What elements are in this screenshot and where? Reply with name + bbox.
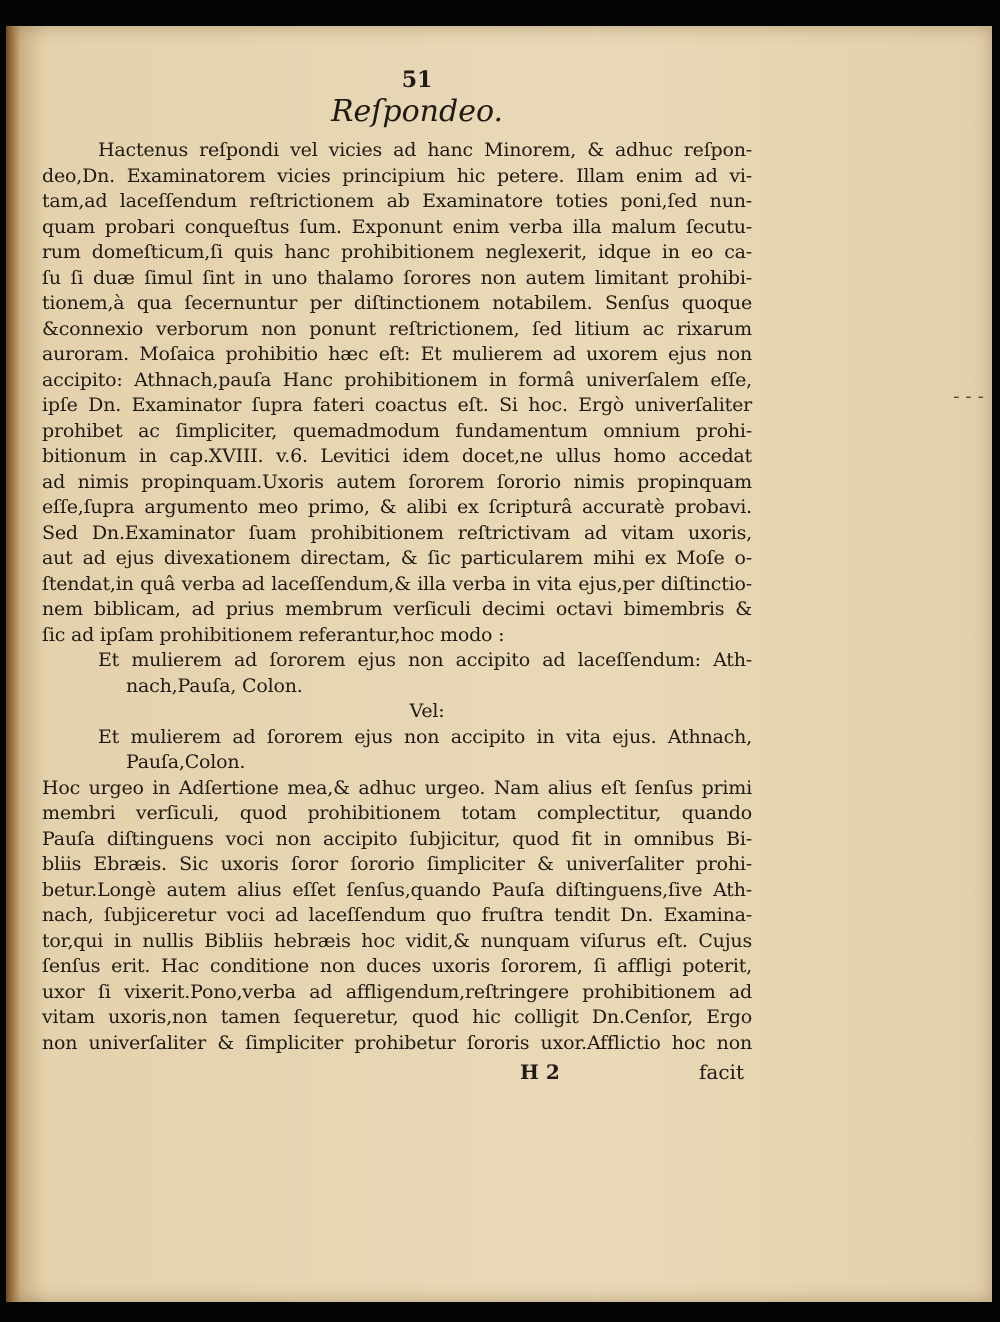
text-line: ſtendat,in quâ verba ad laceſſendum,& illa verba in vita ejus,per diſtinctio- (42, 572, 752, 595)
text-line: accipito: Athnach,pauſa Hanc prohibitionem in formâ univerſalem eſſe, (42, 368, 752, 391)
text-line: prohibet ac ſimpliciter, quemadmodum fundamentum omnium prohi- (42, 419, 752, 442)
text-line: Hoc urgeo in Adſertione mea,& adhuc urgeo. Nam alius eſt ſenſus primi (42, 776, 752, 799)
text-line: Pauſa diſtinguens voci non accipito ſubjicitur, quod fit in omnibus Bi- (42, 827, 752, 850)
text-line: Sed Dn.Examinator ſuam prohibitionem reſtrictivam ad vitam uxoris, (42, 521, 752, 544)
text-line: tionem,à qua ſecernuntur per diſtinctionem notabilem. Senſus quoque (42, 292, 752, 314)
text-line: ſic ad ipſam prohibitionem referantur,hoc modo : (42, 623, 505, 646)
text-line: tor,qui in nullis Bibliis hebræis hoc vidit,& nunquam viſurus eſt. Cujus (42, 929, 752, 952)
quote-line: Et mulierem ad ſororem ejus non accipito in vita ejus. Athnach, (98, 725, 752, 748)
text-line: uxor ſi vixerit.Pono,verba ad affligendum,reſtringere prohibitionem ad (42, 980, 752, 1003)
text-line: aut ad ejus divexationem directam, & ſic particularem mihi ex Moſe o- (42, 547, 752, 569)
signature-mark: H 2 (520, 1060, 560, 1084)
text-line: ipſe Dn. Examinator ſupra fateri coactus eſt. Si hoc. Ergò univerſaliter (42, 394, 752, 416)
text-line: tam,ad laceſſendum reſtrictionem ab Examinatore toties poni,ſed nun- (42, 190, 752, 212)
text-line: ſenſus erit. Hac conditione non duces uxoris ſororem, ſi affligi poterit, (42, 955, 752, 977)
text-line: ad nimis propinquam.Uxoris autem ſororem ſororio nimis propinquam (42, 470, 752, 493)
page-heading: Reſpondeo. (330, 94, 504, 129)
text-line: nem biblicam, ad prius membrum verſiculi decimi octavi bimembris & (42, 598, 752, 620)
quote-line: nach,Pauſa, Colon. (126, 674, 303, 697)
book-spine-shadow (6, 26, 20, 1302)
text-line: nach, ſubjiceretur voci ad laceſſendum quo fruſtra tendit Dn. Examina- (42, 904, 752, 926)
text-line: Hactenus reſpondi vel vicies ad hanc Minorem, & adhuc reſpon- (98, 139, 752, 161)
quote-line: Pauſa,Colon. (126, 751, 246, 773)
page-footer (42, 1060, 752, 1088)
text-line: ſu ſi duæ ſimul ſint in uno thalamo ſorores non autem limitant prohibi- (42, 266, 752, 289)
page-number: 51 (401, 67, 433, 93)
quote-line: Et mulierem ad ſororem ejus non accipito ad laceſſendum: Ath- (98, 649, 752, 671)
text-line: quam probari conqueſtus ſum. Exponunt enim verba illa malum ſecutu- (42, 215, 752, 238)
text-line: deo,Dn. Examinatorem vicies principium hic petere. Illam enim ad vi- (42, 164, 752, 187)
page-text-block (42, 68, 752, 1088)
text-line: eſſe,ſupra argumento meo primo, & alibi ex ſcripturâ accuratè probavi. (42, 496, 752, 518)
text-line: non univerſaliter & ſimpliciter prohibetur ſororis uxor.Afflictio hoc non (42, 1031, 752, 1054)
vel-separator: Vel: (409, 700, 445, 722)
margin-mark: - - - (953, 386, 984, 407)
text-line: auroram. Moſaica prohibitio hæc eſt: Et mulierem ad uxorem ejus non (42, 343, 752, 365)
text-line: bliis Ebræis. Sic uxoris ſoror ſororio ſimpliciter & univerſaliter prohi- (42, 853, 752, 875)
text-line: membri verſiculi, quod prohibitionem totam complectitur, quando (42, 802, 752, 824)
text-line: rum domeſticum,ſi quis hanc prohibitionem neglexerit, idque in eo ca- (42, 241, 752, 263)
catchword: facit (699, 1060, 744, 1084)
text-line: &connexio verborum non ponunt reſtrictionem, ſed litium ac rixarum (42, 317, 752, 340)
book-page (6, 26, 992, 1302)
text-line: betur.Longè autem alius eſſet ſenſus,quando Pauſa diſtinguens,ſive Ath- (42, 878, 752, 901)
text-line: vitam uxoris,non tamen ſequeretur, quod hic colligit Dn.Cenſor, Ergo (42, 1006, 752, 1028)
text-line: bitionum in cap.XVIII. v.6. Levitici idem docet,ne ullus homo accedat (42, 445, 752, 467)
